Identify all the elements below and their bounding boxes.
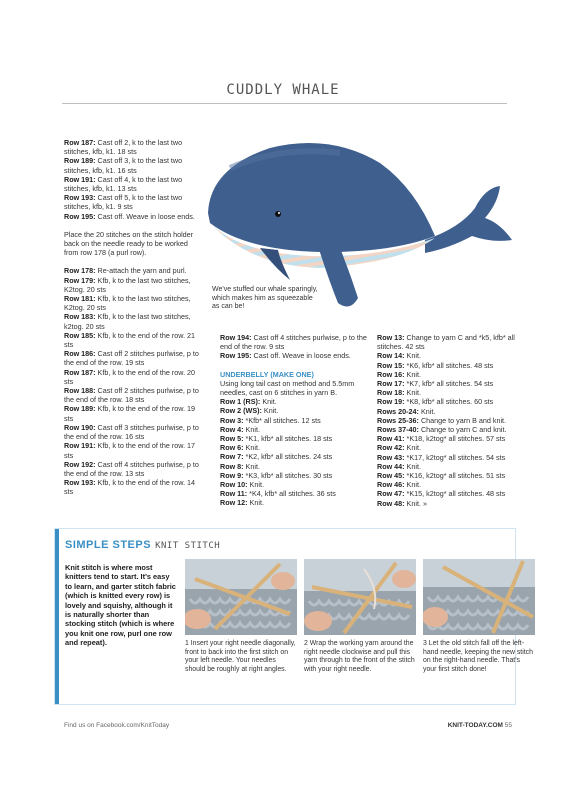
row-instruction: Knit. [247, 498, 264, 508]
row-instruction: Cast off 4 stitches purlwise, p to the end of the row. 9 sts [220, 333, 367, 352]
footer-site [448, 722, 512, 729]
row-instruction: *K7, kfb* all stitches. 54 sts [404, 379, 494, 389]
row-label: Row 195: [220, 351, 252, 361]
row-instruction: Knit. [418, 406, 436, 416]
row-label: Row 16: [377, 369, 405, 379]
pattern-row [377, 333, 517, 351]
row-instruction: Cast off 2, k to the last two stitches, kfb, k1. 18 sts [64, 138, 183, 157]
col1-paragraph: Place the 20 stitches on the stitch holder back on the needle ready to be worked from row 178 (a purl row). [64, 229, 194, 258]
pattern-row [64, 193, 202, 211]
pattern-row [220, 406, 368, 415]
pattern-row [220, 471, 368, 480]
row-instruction: Re-attach the yarn and purl. [95, 266, 187, 276]
row-label: Row 43: [377, 452, 405, 462]
row-instruction: Change to yarn B and knit. [418, 415, 507, 425]
pattern-row [64, 276, 202, 294]
pattern-row [64, 441, 202, 459]
row-instruction: Cast off 2 stitches purlwise, p to the end of the row. 18 sts [64, 386, 199, 405]
steps-intro: Knit stitch is where most knitters tend to start. It's easy to learn, and garter stitch fabric (which is knitted every row) is lovely and squishy, although it is naturally shorter than stocking stitch (which is where you knit one row, purl one row and repeat). [65, 563, 176, 648]
row-label: Row 192: [64, 459, 96, 469]
row-instruction: Knit. [261, 406, 279, 416]
row-label: Row 44: [377, 461, 405, 471]
pattern-row [220, 498, 368, 507]
pattern-row [220, 333, 368, 351]
row-label: Row 13: [377, 333, 405, 342]
underbelly-rows [220, 397, 368, 507]
row-instruction: *K17, k2tog* all stitches. 54 sts [404, 452, 506, 462]
pattern-row [377, 351, 517, 360]
row-label: Row 178: [64, 266, 96, 276]
row-instruction: Knit. [243, 424, 260, 434]
row-instruction: *K18, k2tog* all stitches. 57 sts [404, 434, 506, 444]
pattern-row [220, 480, 368, 489]
pattern-row [64, 404, 202, 422]
pattern-row [64, 460, 202, 478]
pattern-row [377, 480, 517, 489]
pattern-row [64, 294, 202, 312]
row-label: Row 45: [377, 471, 405, 481]
pattern-row [64, 212, 202, 221]
row-instruction: Kfb, k to the end of the row. 14 sts [64, 478, 196, 497]
row-label: Row 193: [64, 478, 96, 488]
pattern-row [64, 331, 202, 349]
row-label: Row 18: [377, 388, 405, 398]
row-label: Row 1 (RS): [220, 397, 261, 407]
pattern-row [377, 434, 517, 443]
row-label: Row 2 (WS): [220, 406, 262, 416]
row-instruction: Cast off. Weave in loose ends. [251, 351, 351, 361]
pattern-row [377, 379, 517, 388]
step-2-text: 2 Wrap the working yarn around the right needle clockwise and pull this yarn through to the front of the stitch with your right needle. [304, 640, 415, 673]
row-instruction: *K8, kfb* all stitches. 60 sts [404, 397, 494, 407]
row-label: Row 19: [377, 397, 405, 407]
row-label: Row 10: [220, 480, 248, 490]
step-3-photo [423, 559, 535, 635]
pattern-row [377, 370, 517, 379]
row-label: Row 7: [220, 452, 244, 462]
simple-steps-box [54, 528, 533, 705]
title-rule [62, 103, 507, 104]
row-label: Row 190: [64, 422, 96, 432]
row-instruction: Change to yarn C and *k5, kfb* all stitches. 42 sts [377, 333, 515, 352]
row-instruction: Kfb, k to the last two stitches, K2tog. 20 sts [64, 275, 191, 294]
row-label: Row 186: [64, 349, 96, 359]
row-label: Row 41: [377, 434, 405, 444]
row-label: Row 42: [377, 443, 405, 453]
pattern-row [220, 443, 368, 452]
row-instruction: Knit. [404, 351, 421, 361]
step-1 [185, 559, 297, 674]
row-label: Row 48: [377, 498, 405, 508]
row-instruction: Kfb, k to the end of the row. 17 sts [64, 441, 196, 460]
footer-facebook: Find us on Facebook.com/KnitToday [64, 722, 170, 729]
step-3 [423, 559, 535, 674]
pattern-row [64, 312, 202, 330]
pattern-row [64, 156, 202, 174]
row-instruction: Knit. [404, 443, 421, 453]
pattern-row [220, 425, 368, 434]
pattern-row [64, 423, 202, 441]
row-label: Row 3: [220, 415, 244, 425]
col1-bottom-rows [64, 266, 202, 496]
pattern-row [64, 349, 202, 367]
row-instruction: *Kfb* all stitches. 12 sts [243, 415, 321, 425]
row-instruction: *K6, kfb* all stitches. 48 sts [404, 360, 494, 370]
row-label: Row 9: [220, 470, 244, 480]
row-instruction: Knit. [260, 397, 277, 407]
row-label: Row 193: [64, 193, 96, 203]
row-instruction: Kfb, k to the last two stitches, K2tog. 20 sts [64, 294, 191, 313]
row-label: Row 12: [220, 498, 248, 508]
row-instruction: Kfb, k to the end of the row. 20 sts [64, 367, 196, 386]
page-number: 55 [504, 722, 512, 729]
row-instruction: *K16, k2tog* all stitches. 51 sts [404, 471, 506, 481]
row-instruction: Knit. [243, 461, 260, 471]
pattern-row [377, 471, 517, 480]
row-label: Row 187: [64, 138, 96, 147]
knitting-step-2-image [304, 559, 416, 635]
row-instruction: *K3, kfb* all stitches. 30 sts [243, 470, 333, 480]
row-label: Row 185: [64, 330, 96, 340]
steps-title-main: SIMPLE STEPS [65, 539, 152, 551]
column-2 [220, 333, 368, 508]
pattern-row [64, 266, 202, 275]
col2-top-rows [220, 333, 368, 361]
footer-site-name: KNIT-TODAY.COM [447, 722, 503, 729]
row-instruction: Knit. [404, 369, 421, 379]
pattern-row [220, 452, 368, 461]
row-instruction: Cast off 3, k to the last two stitches, kfb, k1. 16 sts [64, 156, 183, 175]
row-instruction: Knit. [243, 443, 260, 453]
row-instruction: Knit. [404, 480, 421, 490]
row-label: Row 11: [220, 489, 248, 499]
row-label: Row 189: [64, 156, 96, 166]
row-instruction: Change to yarn C and knit. [418, 425, 507, 435]
row-instruction: Kfb, k to the end of the row. 21 sts [64, 330, 196, 350]
pattern-row [377, 443, 517, 452]
row-label: Rows 37-40: [377, 425, 419, 435]
column-3 [377, 333, 517, 508]
row-label: Row 189: [64, 404, 96, 414]
pattern-row [377, 388, 517, 397]
steps-title [65, 539, 220, 551]
step-2-photo [304, 559, 416, 635]
page-title: CUDDLY WHALE [226, 82, 340, 98]
steps-accent-bar [55, 529, 59, 704]
row-label: Row 4: [220, 424, 244, 434]
pattern-row [377, 416, 517, 425]
column-1 [64, 138, 202, 497]
pattern-row [377, 453, 517, 462]
pattern-row [220, 351, 368, 360]
pattern-row [64, 386, 202, 404]
row-label: Row 183: [64, 312, 96, 322]
row-label: Row 194: [220, 333, 252, 342]
col3-rows [377, 333, 517, 508]
row-instruction: Cast off 4 stitches purlwise, p to the end of the row. 13 sts [64, 459, 199, 478]
pattern-row [377, 397, 517, 406]
row-label: Row 191: [64, 441, 96, 451]
row-label: Rows 20-24: [377, 406, 419, 416]
row-instruction: Kfb, k to the last two stitches, k2tog. 20 sts [64, 312, 191, 331]
row-instruction: *K15, k2tog* all stitches. 48 sts [404, 489, 506, 499]
knitting-step-3-image [423, 559, 535, 635]
row-label: Row 195: [64, 211, 96, 221]
pattern-row [220, 462, 368, 471]
row-label: Row 8: [220, 461, 244, 471]
pattern-row [220, 434, 368, 443]
row-label: Row 181: [64, 294, 96, 304]
step-2 [304, 559, 416, 674]
row-instruction: Cast off. Weave in loose ends. [95, 211, 195, 221]
row-instruction: Knit. » [404, 498, 427, 508]
pattern-row [377, 407, 517, 416]
pattern-row [220, 416, 368, 425]
row-label: Row 188: [64, 386, 96, 396]
row-instruction: Cast off 2 stitches purlwise, p to the end of the row. 19 sts [64, 349, 199, 368]
row-label: Row 187: [64, 367, 96, 377]
row-instruction: Cast off 4, k to the last two stitches, kfb, k1. 13 sts [64, 174, 183, 194]
steps-subtitle: KNIT STITCH [155, 541, 221, 551]
row-instruction: Cast off 3 stitches purlwise, p to the end of the row. 16 sts [64, 422, 199, 442]
pattern-row [377, 489, 517, 498]
pattern-row [377, 361, 517, 370]
step-1-text: 1 Insert your right needle diagonally, front to back into the first stitch on your left needle. Your needles should be roughly at right angles. [185, 640, 296, 673]
pattern-row [64, 478, 202, 496]
row-instruction: Knit. [247, 480, 264, 490]
pattern-row [377, 425, 517, 434]
row-instruction: *K1, kfb* all stitches. 18 sts [243, 434, 333, 444]
row-instruction: Cast off 5, k to the last two stitches, kfb, k1. 9 sts [64, 193, 183, 212]
row-label: Row 15: [377, 360, 405, 370]
pattern-row [64, 175, 202, 193]
row-instruction: Kfb, k to the end of the row. 19 sts [64, 404, 196, 423]
row-label: Row 179: [64, 275, 96, 285]
row-instruction: Knit. [404, 388, 421, 398]
row-label: Row 14: [377, 351, 405, 361]
row-label: Row 46: [377, 480, 405, 490]
underbelly-paragraph: Using long tail cast on method and 5.5mm needles, cast on 6 stitches in yarn B. [220, 378, 355, 398]
pattern-row [220, 397, 368, 406]
row-label: Row 191: [64, 174, 96, 184]
pattern-row [377, 462, 517, 471]
row-instruction: Knit. [404, 461, 421, 471]
col1-top-rows [64, 138, 202, 221]
step-3-text: 3 Let the old stitch fall off the left-hand needle, keeping the new stitch on the right-hand needle. That's your first stitch done! [423, 640, 533, 673]
row-label: Row 5: [220, 434, 244, 444]
row-label: Row 47: [377, 489, 405, 499]
step-1-photo [185, 559, 297, 635]
underbelly-heading: UNDERBELLY (MAKE ONE) [220, 369, 314, 379]
row-label: Rows 25-36: [377, 415, 419, 425]
row-instruction: *K2, kfb* all stitches. 24 sts [243, 452, 333, 462]
row-instruction: *K4, kfb* all stitches. 36 sts [247, 489, 336, 499]
knitting-step-1-image [185, 559, 297, 635]
pattern-row [377, 499, 517, 508]
photo-caption: We've stuffed our whale sparingly, which makes him as squeezable as can be! [212, 286, 318, 310]
row-label: Row 6: [220, 443, 244, 453]
row-label: Row 17: [377, 379, 405, 389]
pattern-row [64, 138, 202, 156]
pattern-row [64, 368, 202, 386]
pattern-row [220, 489, 368, 498]
